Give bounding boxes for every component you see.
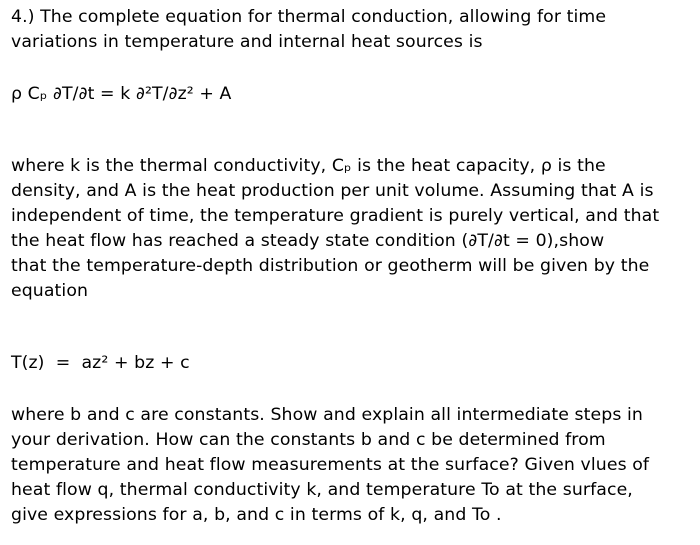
problem-intro-text: 4.) The complete equation for thermal conduction, allowing for time variations in temperature and internal heat sources is xyxy=(11,7,607,52)
question-text: where b and c are constants. Show and explain all intermediate steps in your derivation. How can the constants b and c be determined from temperature and heat flow measurements at the surface? Given vlues of heat flow q, thermal conductivity k, and temperature To at the surface, give expressions for a, b, and c in terms of k, q, and To . xyxy=(11,405,650,525)
problem-document xyxy=(11,5,695,528)
conduction-equation: ρ Cₚ ∂T/∂t = k ∂²T/∂z² + A xyxy=(11,84,232,104)
geotherm-equation: T(z) = az² + bz + c xyxy=(11,353,190,373)
definitions-text: where k is the thermal conductivity, Cₚ is the heat capacity, ρ is the density, and A is the heat production per unit volume. Assuming that A is independent of time, the temperature gradient is purely vertical, and that the heat flow has reached a steady state condition (∂T/∂t = 0),show that the temperature-depth distribution or geotherm will be given by the equation xyxy=(11,156,660,301)
